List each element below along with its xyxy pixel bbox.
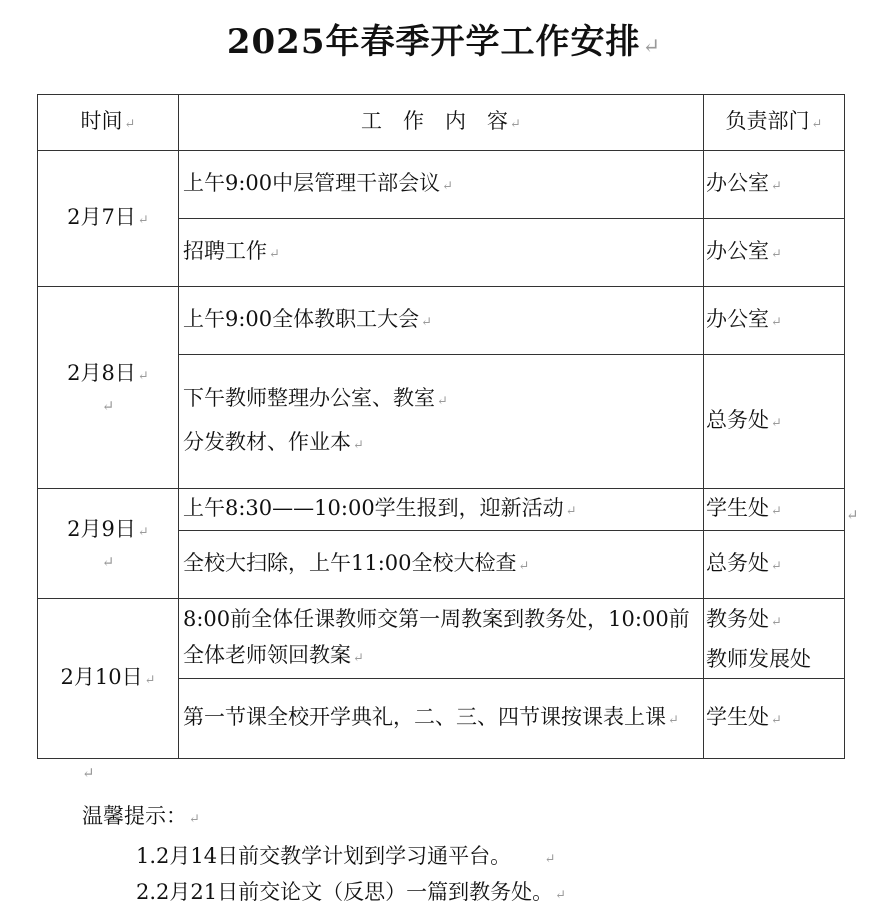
table-row <box>38 287 845 355</box>
paragraph-mark-icon: ↵ <box>846 506 859 524</box>
task-cell: 8:00前全体任课教师交第一周教案到教务处，10:00前全体老师领回教案 ↵ <box>179 599 704 679</box>
date-cell: 2月10日 ↵ <box>38 599 179 759</box>
dept-cell: 学生处 ↵ <box>704 489 845 531</box>
header-task: 工 作 内 容 ↵ <box>179 95 704 151</box>
task-cell: 第一节课全校开学典礼，二、三、四节课按课表上课 ↵ <box>179 679 704 759</box>
document-title: 2025年春季开学工作安排↵ <box>226 22 662 62</box>
task-cell: 全校大扫除，上午11:00全校大检查 ↵ <box>179 531 704 599</box>
header-row <box>38 95 845 151</box>
header-dept: 负责部门 ↵ <box>704 95 845 151</box>
tip-item: 2.2月21日前交论文（反思）一篇到教务处。 ↵ <box>136 880 567 904</box>
table-row <box>38 489 845 531</box>
task-cell: 招聘工作 ↵ <box>179 219 704 287</box>
date-cell: 2月8日 ↵ ↵ <box>38 287 179 489</box>
header-time: 时间 ↵ <box>38 95 179 151</box>
dept-cell: 办公室 ↵ <box>704 151 845 219</box>
date-cell: 2月7日 ↵ <box>38 151 179 287</box>
dept-cell: 总务处 ↵ <box>704 355 845 489</box>
task-cell: 上午9:00全体教职工大会 ↵ <box>179 287 704 355</box>
tip-item: 1.2月14日前交教学计划到学习通平台。 ↵ <box>136 844 556 868</box>
dept-cell: 总务处 ↵ <box>704 531 845 599</box>
schedule-table <box>37 94 845 759</box>
task-cell: 上午8:30——10:00学生报到，迎新活动 ↵ <box>179 489 704 531</box>
tips-title: 温馨提示： ↵ <box>82 804 200 828</box>
date-cell: 2月9日 ↵ ↵ <box>38 489 179 599</box>
paragraph-mark-icon: ↵ <box>642 33 662 58</box>
dept-cell: 教务处 ↵ 教师发展处 <box>704 599 845 679</box>
task-cell: 上午9:00中层管理干部会议 ↵ <box>179 151 704 219</box>
dept-cell: 学生处 ↵ <box>704 679 845 759</box>
dept-cell: 办公室 ↵ <box>704 287 845 355</box>
task-cell: 下午教师整理办公室、教室 ↵ 分发教材、作业本 ↵ <box>179 355 704 489</box>
empty-paragraph: ↵ <box>82 764 95 782</box>
table-row <box>38 151 845 219</box>
dept-cell: 办公室 ↵ <box>704 219 845 287</box>
table-row <box>38 599 845 679</box>
